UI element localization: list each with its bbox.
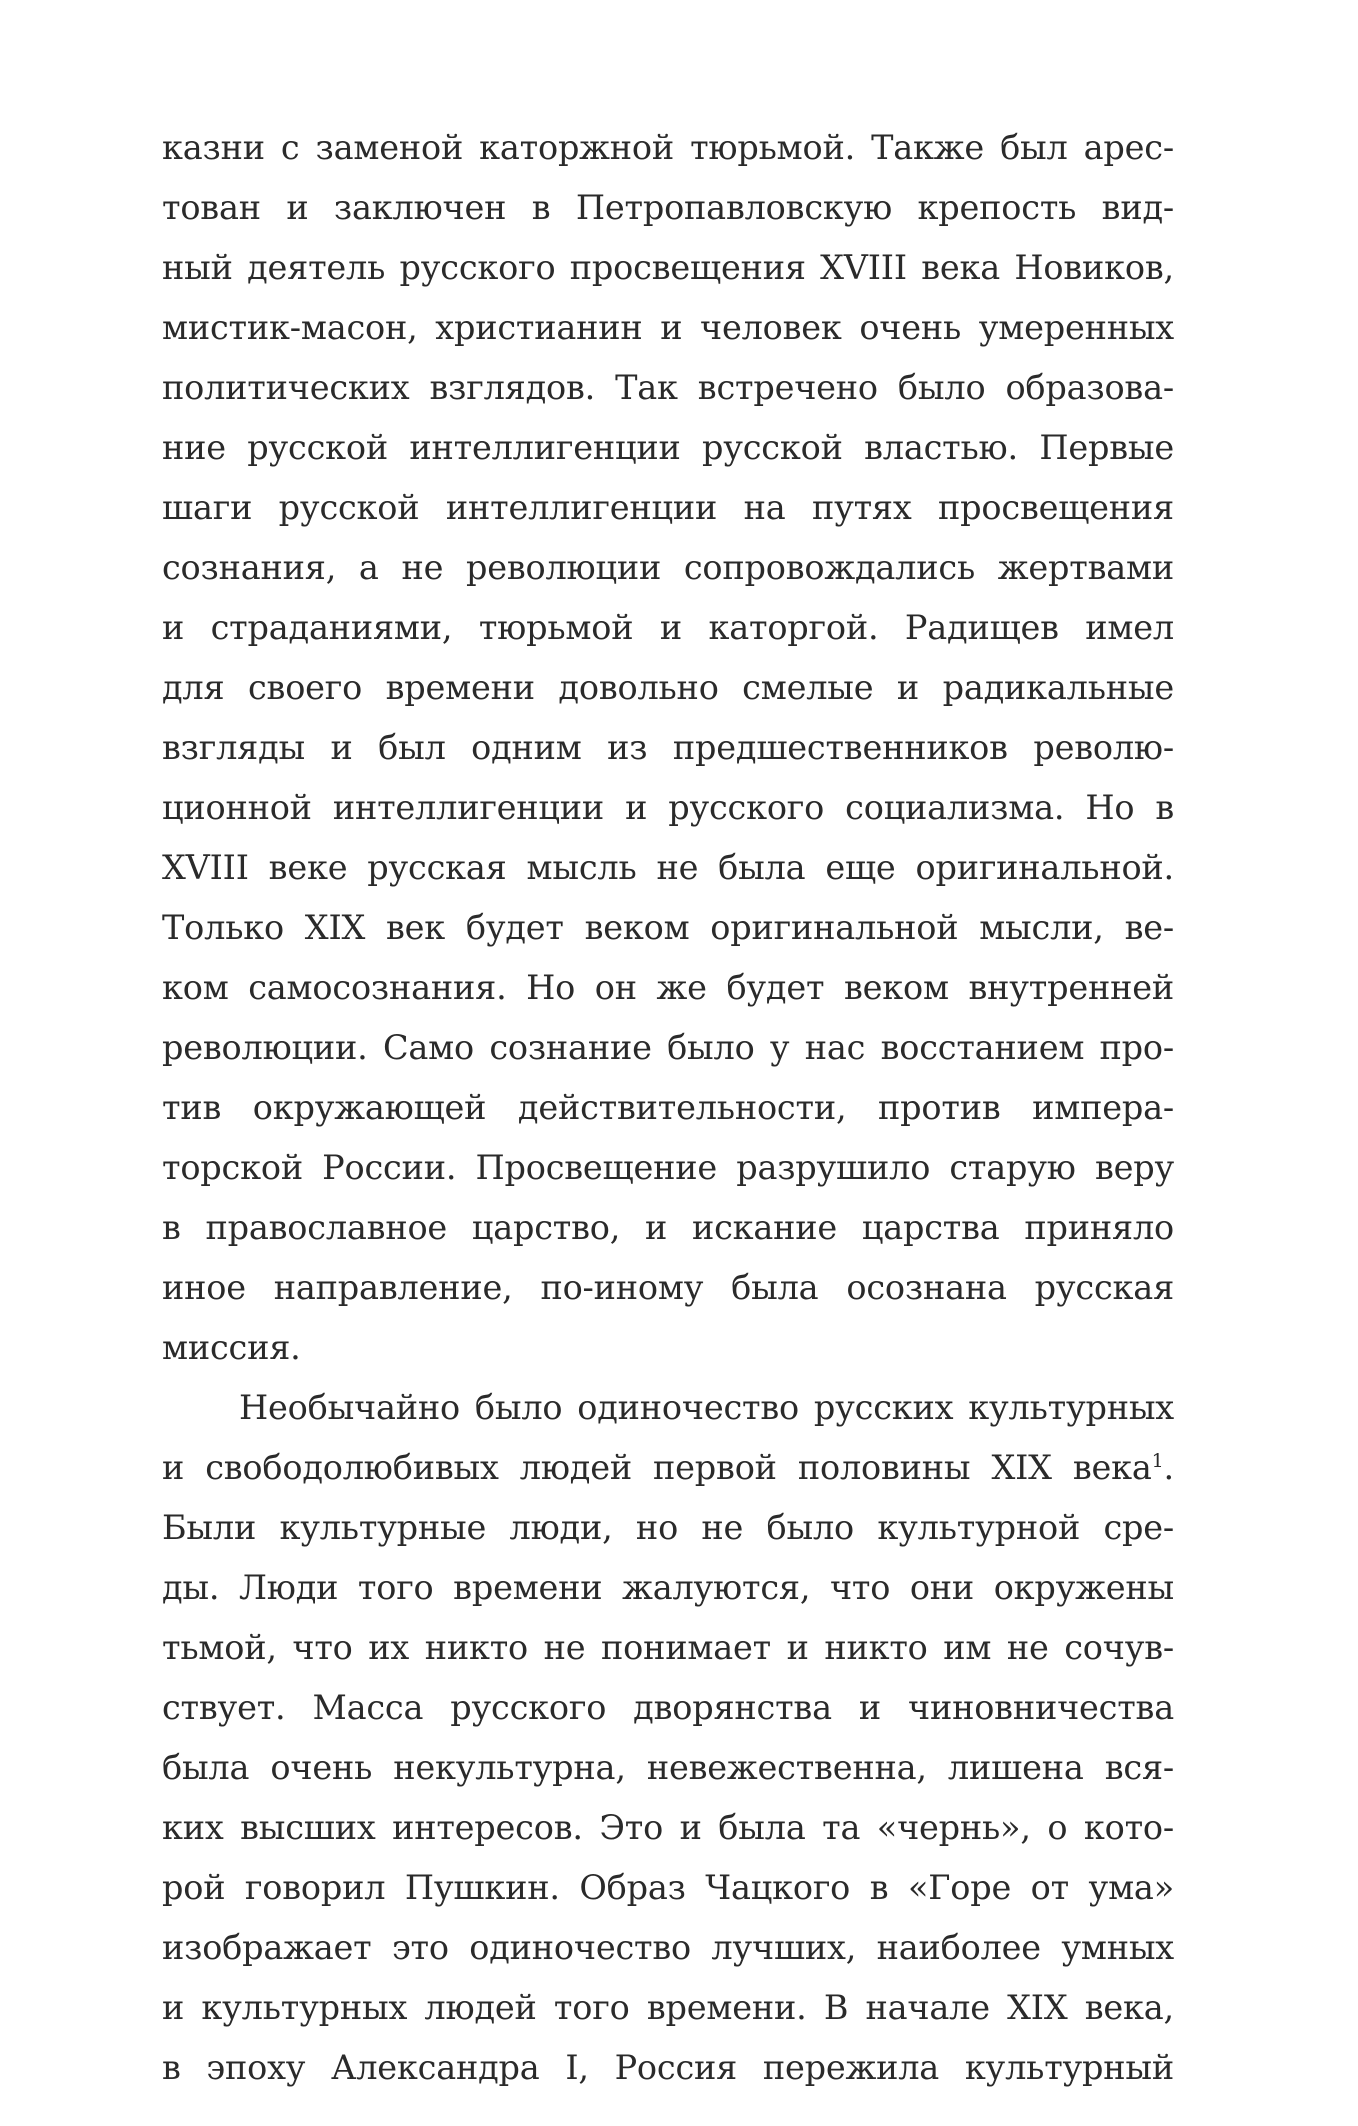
text-line: иное направление, по-иному была осознана русская bbox=[162, 1268, 1174, 1307]
text-line: миссия. bbox=[162, 1328, 301, 1367]
text-span: . bbox=[1163, 1448, 1174, 1487]
text-line: казни с заменой каторжной тюрьмой. Также был арес- bbox=[162, 128, 1174, 167]
text-line: торской России. Просвещение разрушило старую веру bbox=[162, 1148, 1174, 1187]
text-line: тьмой, что их никто не понимает и никто им не сочув- bbox=[162, 1628, 1174, 1667]
text-span: и свободолюбивых людей первой половины XIX века bbox=[162, 1448, 1152, 1487]
text-line: и культурных людей того времени. В начале XIX века, bbox=[162, 1988, 1174, 2027]
text-line: ционной интеллигенции и русского социализма. Но в bbox=[162, 788, 1174, 827]
text-line: ком самосознания. Но он же будет веком внутренней bbox=[162, 968, 1174, 1007]
paragraph-first-line: Необычайно было одиночество русских культурных bbox=[239, 1388, 1174, 1427]
text-line: Только XIX век будет веком оригинальной мысли, ве- bbox=[162, 908, 1174, 947]
text-line: в православное царство, и искание царства приняло bbox=[162, 1208, 1174, 1247]
text-line-with-footnote-ref bbox=[162, 1438, 1174, 1498]
text-line: революции. Само сознание было у нас восстанием про- bbox=[162, 1028, 1174, 1067]
text-line: ствует. Масса русского дворянства и чиновничества bbox=[162, 1688, 1174, 1727]
text-line: ды. Люди того времени жалуются, что они окружены bbox=[162, 1568, 1174, 1607]
text-line: и страданиями, тюрьмой и каторгой. Радищев имел bbox=[162, 608, 1174, 647]
text-line: изображает это одиночество лучших, наиболее умных bbox=[162, 1928, 1174, 1967]
text-line: рой говорил Пушкин. Образ Чацкого в «Горе от ума» bbox=[162, 1868, 1174, 1907]
text-line: сознания, а не революции сопровождались жертвами bbox=[162, 548, 1174, 587]
text-line: шаги русской интеллигенции на путях просвещения bbox=[162, 488, 1174, 527]
text-line: XVIII веке русская мысль не была еще оригинальной. bbox=[162, 848, 1174, 887]
text-line: политических взглядов. Так встречено было образова- bbox=[162, 368, 1174, 407]
text-line: тован и заключен в Петропавловскую крепость вид- bbox=[162, 188, 1174, 227]
text-line: Были культурные люди, но не было культурной сре- bbox=[162, 1508, 1174, 1547]
footnote-reference[interactable]: 1 bbox=[1151, 1449, 1164, 1472]
text-line: тив окружающей действительности, против импера- bbox=[162, 1088, 1174, 1127]
text-line: для своего времени довольно смелые и радикальные bbox=[162, 668, 1174, 707]
text-line: мистик-масон, христианин и человек очень умеренных bbox=[162, 308, 1174, 347]
text-line: взгляды и был одним из предшественников револю- bbox=[162, 728, 1174, 767]
text-line: ких высших интересов. Это и была та «чернь», о кото- bbox=[162, 1808, 1174, 1847]
text-line: ние русской интеллигенции русской властью. Первые bbox=[162, 428, 1174, 467]
text-line: в эпоху Александра I, Россия пережила культурный bbox=[162, 2048, 1174, 2087]
text-line: была очень некультурна, невежественна, лишена вся- bbox=[162, 1748, 1174, 1787]
text-line: ный деятель русского просвещения XVIII века Новиков, bbox=[162, 248, 1174, 287]
